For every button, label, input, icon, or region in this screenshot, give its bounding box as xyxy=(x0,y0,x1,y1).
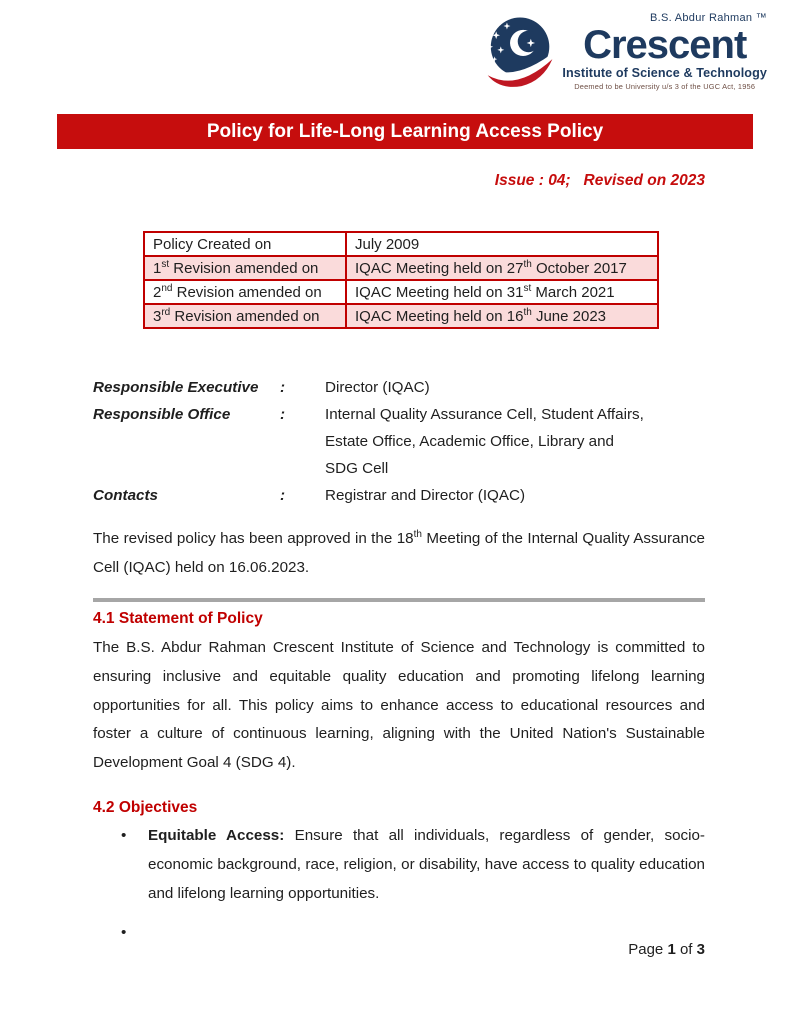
section-heading-statement-of-policy: 4.1 Statement of Policy xyxy=(93,610,263,627)
statement-of-policy-paragraph: The B.S. Abdur Rahman Crescent Institute of Science and Technology is committed to ensuring inclusive and equitable quality education and promoting lifelong learning opportunities for all. This policy aims to enhance access to educational resources and foster a culture of continuous learning, aligning with the United Nation's Sustainable Development Goal 4 (SDG 4). xyxy=(93,639,705,772)
page-title: Policy for Life-Long Learning Access Policy xyxy=(206,120,604,142)
title-banner xyxy=(57,114,753,149)
section-divider xyxy=(93,598,705,602)
list-item: • Equitable Access: Ensure that all individuals, regardless of gender, socio-economic background, race, religion, or disability, have access to quality education and lifelong learning opportunities. xyxy=(93,821,705,908)
logo-text-block xyxy=(562,12,767,91)
revision-history-table xyxy=(143,231,659,329)
objectives-list xyxy=(93,821,705,947)
table-cell-label: Policy Created on xyxy=(144,232,346,256)
responsibility-label: Responsible Office xyxy=(93,406,231,423)
table-cell-label: 3rd Revision amended on xyxy=(144,304,346,328)
page-number: Page 1 of 3 xyxy=(628,941,705,958)
responsibility-row xyxy=(93,374,705,401)
table-row xyxy=(144,232,658,256)
responsibility-row xyxy=(93,401,705,482)
logo-subtitle: Institute of Science & Technology xyxy=(562,66,767,80)
table-row xyxy=(144,280,658,304)
responsibility-section xyxy=(93,374,705,509)
table-cell-label: 2nd Revision amended on xyxy=(144,280,346,304)
institute-logo xyxy=(480,12,767,93)
colon-separator: : xyxy=(280,487,286,504)
colon-separator: : xyxy=(280,406,286,423)
logo-brand-name: Crescent xyxy=(583,23,747,67)
table-cell-value: July 2009 xyxy=(346,232,658,256)
table-cell-value: IQAC Meeting held on 31st March 2021 xyxy=(346,280,658,304)
section-heading-objectives: 4.2 Objectives xyxy=(93,799,198,816)
issue-revision-line: Issue : 04; Revised on 2023 xyxy=(494,172,705,189)
list-item xyxy=(93,918,705,947)
logo-owner-name: B.S. Abdur Rahman ™ xyxy=(650,12,767,24)
table-cell-label: 1st Revision amended on xyxy=(144,256,346,280)
responsibility-value: Internal Quality Assurance Cell, Student Affairs, Estate Office, Academic Office, Library and SDG Cell xyxy=(325,406,644,477)
responsibility-row xyxy=(93,482,705,509)
table-cell-value: IQAC Meeting held on 27th October 2017 xyxy=(346,256,658,280)
approval-paragraph: The revised policy has been approved in the 18th Meeting of the Internal Quality Assurance Cell (IQAC) held on 16.06.2023. xyxy=(93,528,705,576)
responsibility-label: Contacts xyxy=(93,487,158,504)
table-cell-value: IQAC Meeting held on 16th June 2023 xyxy=(346,304,658,328)
colon-separator: : xyxy=(280,379,286,396)
crescent-moon-logo-icon xyxy=(480,16,557,93)
table-row xyxy=(144,304,658,328)
table-row xyxy=(144,256,658,280)
logo-deemed-text: Deemed to be University u/s 3 of the UGC Act, 1956 xyxy=(574,82,756,91)
responsibility-label: Responsible Executive xyxy=(93,379,259,396)
responsibility-value: Director (IQAC) xyxy=(325,379,430,396)
responsibility-value: Registrar and Director (IQAC) xyxy=(325,487,526,504)
